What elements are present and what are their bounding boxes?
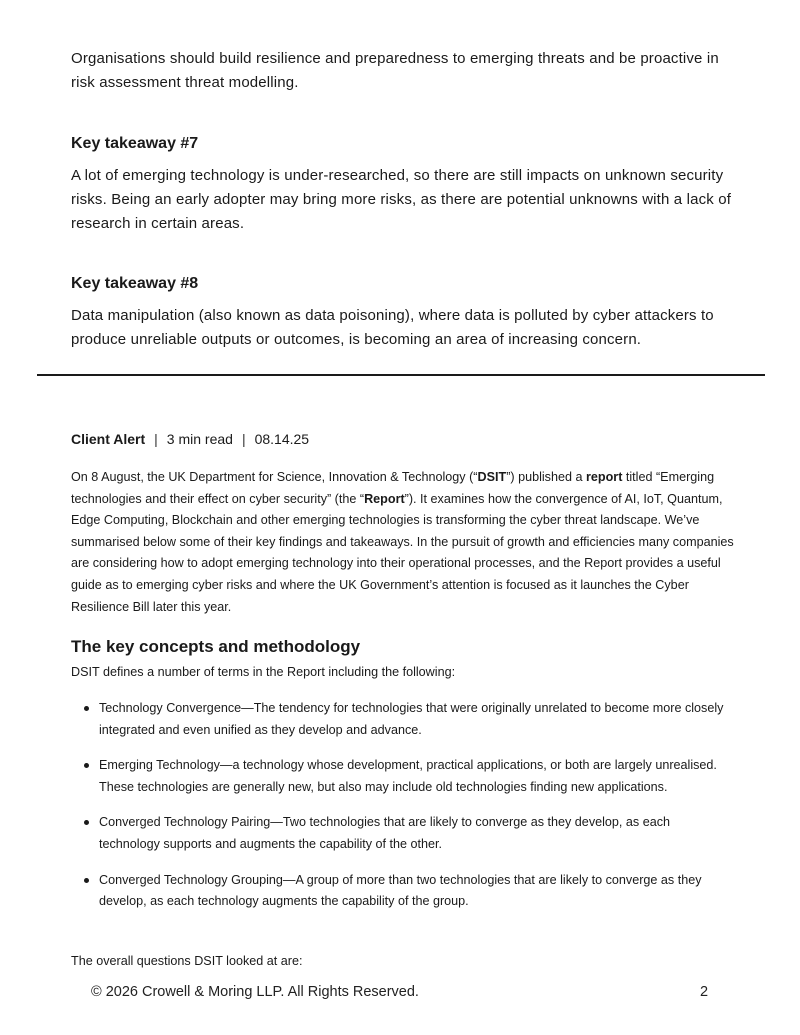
text-run: On 8 August, the UK Department for Science, Innovation & Technology (“ xyxy=(71,470,478,484)
term-text: Converged Technology Grouping—A group of more than two technologies that are likely to converge as they develop, as each technology augments the capability of the group. xyxy=(99,872,702,909)
article-intro-paragraph xyxy=(71,467,736,618)
article-meta xyxy=(71,429,309,449)
takeaway-7-heading: Key takeaway #7 xyxy=(71,135,199,152)
bullet-icon xyxy=(84,878,89,883)
intro-paragraph: Organisations should build resilience and preparedness to emerging threats and be proactive in risk assessment threat modelling. xyxy=(71,50,719,91)
term-text: Technology Convergence—The tendency for technologies that were originally unrelated to become more closely integrated and even unified as they develop and advance. xyxy=(99,701,724,737)
takeaway-8-text: Data manipulation (also known as data poisoning), where data is polluted by cyber attackers to produce unreliable outputs or outcomes, is becoming an area of increasing concern. xyxy=(71,307,714,348)
list-item xyxy=(71,698,731,741)
term-text: Emerging Technology—a technology whose development, practical applications, or both are largely unrealised. These technologies are generally new, but also may include old technologies finding new applications. xyxy=(99,758,717,794)
read-time: 3 min read xyxy=(166,431,233,447)
text-run: ”) published a xyxy=(506,470,586,484)
list-item xyxy=(71,870,731,913)
dsit-term: DSIT xyxy=(477,470,507,484)
text-run: ”). It examines how the convergence of AI, IoT, Quantum, Edge Computing, Blockchain and other emerging technologies is transforming the cyber threat landscape. We’ve summarised below some of their key findings and takeaways. In the pursuit of growth and efficiencies many companies are considering how to adopt emerging technology into their operational processes, and the Report provides a useful guide as to emerging cyber risks and where the UK Government’s attention is focused as it launches the Cyber Resilience Bill later this year. xyxy=(71,491,734,614)
questions-intro: The overall questions DSIT looked at are: xyxy=(71,954,303,968)
report-link[interactable]: report xyxy=(586,470,623,484)
list-item xyxy=(71,755,731,798)
section-heading: The key concepts and methodology xyxy=(71,637,361,656)
page-number: 2 xyxy=(700,984,709,1000)
term-text: Converged Technology Pairing—Two technologies that are likely to converge as they develop, as each technology supports and augments the capability of the other. xyxy=(99,815,671,851)
list-item xyxy=(71,812,731,855)
bullet-icon xyxy=(84,763,89,768)
bullet-icon xyxy=(84,706,89,711)
text-run: titled “Emerging technologies and their effect on cyber security” (the “ xyxy=(71,470,715,506)
terms-list xyxy=(71,698,731,927)
publish-date: 08.14.25 xyxy=(254,431,310,447)
takeaway-7-text: A lot of emerging technology is under-researched, so there are still impacts on unknown security risks. Being an early adopter may bring more risks, as there are potential unknowns with a lack of research in certain areas. xyxy=(71,167,732,232)
meta-separator: | xyxy=(241,431,246,447)
report-term: Report xyxy=(364,491,405,506)
meta-separator: | xyxy=(154,431,158,447)
defines-intro: DSIT defines a number of terms in the Report including the following: xyxy=(71,665,456,679)
section-divider xyxy=(37,374,765,376)
article-type: Client Alert xyxy=(71,431,146,447)
bullet-icon xyxy=(84,820,89,825)
footer-copyright: © 2026 Crowell & Moring LLP. All Rights Reserved. xyxy=(91,984,419,1000)
takeaway-8-heading: Key takeaway #8 xyxy=(71,275,199,292)
